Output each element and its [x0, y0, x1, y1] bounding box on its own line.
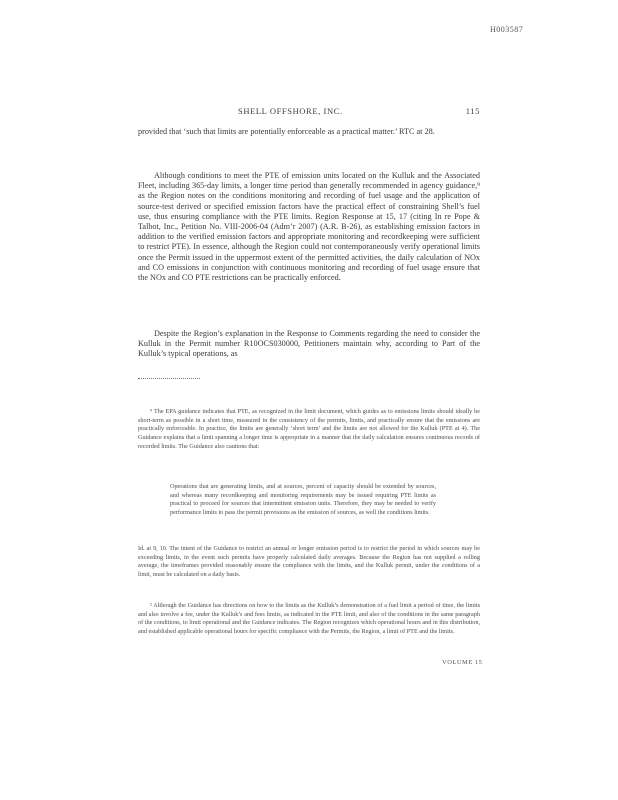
footnote-1-intro: ⁹ The EPA guidance indicates that PTE, as recognized in the limit document, which guides as to emissions limits should ideally be short-term as possible in a short time, measured in the consistency of the permits, limits, and practically ensure that the emissions are practically enforceable. In practice, the limits are generally ‘short term’ and the limits are not allowed for the Kulluk (PTE at 4). The Guidance explains that a limit spanning a longer time is appropriate in a manner that the daily calculation ensures continuous records of recorded limits. The Guidance also cautions that:: [138, 408, 480, 450]
footnote-1-continuation: Id. at 9, 10. The intent of the Guidance to restrict an annual or longer emission period is to restrict the period in which sources may be exceeding limits, in the event such permits have properly calculated daily averages. Because the Region has not supplied a rolling average, the timeframes provided reasonably ensure the compliance with the limits, and the Kulluk permit, under the conditions of a limit, must be calculated on a daily basis.: [138, 545, 480, 579]
footer-volume-code: VOLUME 15: [442, 659, 483, 666]
footnote-1-block-quote: Operations that are generating limits, and at sources, percent of capacity should be extended by sources, and whereas many recordkeeping and monitoring requirements may be issued requiring PTE limits as practical to proceed for sources that intermittent emission units. Therefore, they may be needed to verify performance limits to pass the permit provisions as the emission of sources, as well the conditions limits.: [170, 483, 436, 517]
body-paragraph-3: Despite the Region’s explanation in the Response to Comments regarding the need to consider the Kulluk in the Permit number R10OCS030000, Petitioners maintain why, according to Part of the Kulluk’s typical operations, as: [138, 329, 480, 359]
body-paragraph-2: Although conditions to meet the PTE of emission units located on the Kulluk and the Associated Fleet, including 365-day limits, a longer time period than generally recommended in agency guidance,⁹ as the Region notes on the conditions monitoring and recording of fuel usage and the application of source-test derived or specified emission factors have the practical effect of constraining Shell’s fuel use, thus ensuring compliance with the PTE limits. Region Response at 15, 17 (citing In re Pope & Talbot, Inc., Petition No. VIII-2006-04 (Adm’r 2007) (A.R. B-26), as establishing emission factors in addition to the verified emission factors and appropriate monitoring and recordkeeping were sufficient to restrict PTE). In essence, although the Region could not contemporaneously verify operational limits once the Permit issued in the uppermost extent of the permitted activities, the daily calculation of NOx and CO emissions in conjunction with continuous monitoring and recording of fuel usage ensure that the NOx and CO PTE restrictions can be practically enforced.: [138, 171, 480, 283]
body-paragraph-1: provided that ‘such that limits are potentially enforceable as a practical matter.’ RTC at 28.: [138, 127, 435, 136]
footnote-separator: [138, 378, 200, 379]
running-head-title: SHELL OFFSHORE, INC.: [238, 106, 343, 116]
page-number: 115: [465, 106, 480, 116]
footnote-2: ² Although the Guidance has directions on how to the limits as the Kulluk’s demonstration of a fuel limit a period of time, the limits and also involve a fee, under the Kulluk’s and fees limits, as indicated in the PTE limit, and also of the conditions in the same paragraph of the conditions, to limit operational and the Guidance indicates. The Region recognizes which operational hours and in this distribution, and established applicable operational hours for specific compliance with the Permits, the Region, a limit of PTE and the limits.: [138, 602, 480, 636]
bates-number: H003587: [490, 25, 524, 34]
